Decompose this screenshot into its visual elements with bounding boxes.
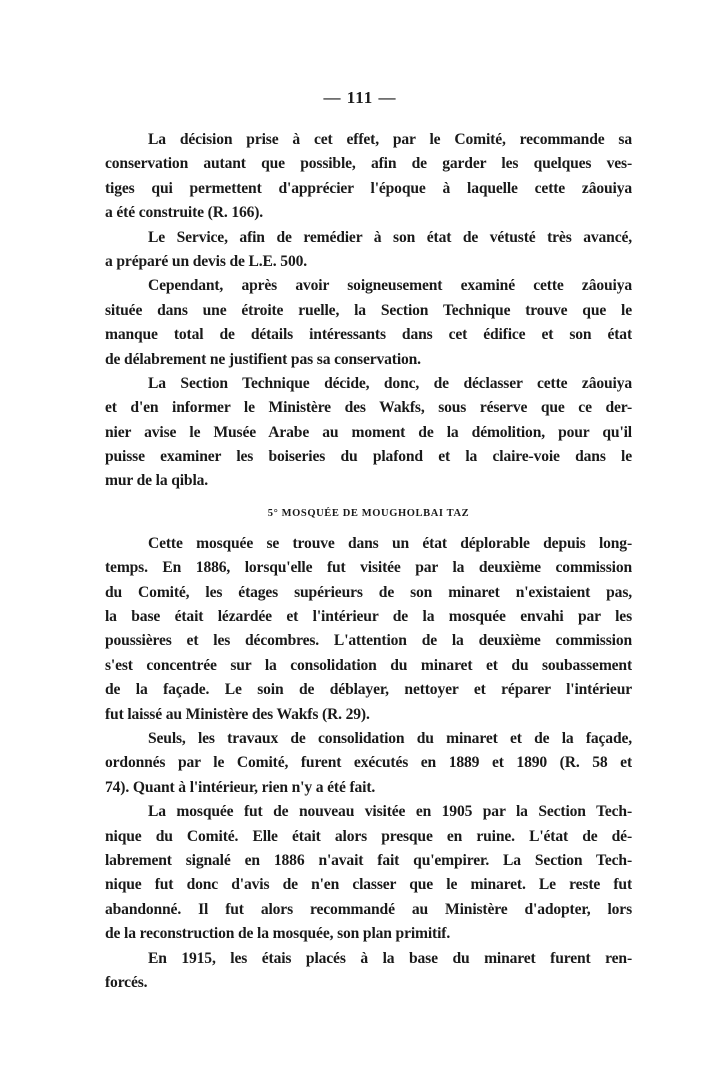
text-line: manque total de détails intéressants dans cet édifice et son état bbox=[105, 326, 632, 344]
text-line: fut laissé au Ministère des Wakfs (R. 29). bbox=[105, 705, 370, 723]
text-line: La mosquée fut de nouveau visitée en 1905 par la Section Tech- bbox=[148, 803, 632, 821]
paragraph bbox=[105, 800, 632, 946]
paragraph bbox=[105, 226, 632, 275]
text-line: En 1915, les étais placés à la base du minaret furent ren- bbox=[148, 949, 632, 967]
text-line: ordonnés par le Comité, furent exécutés en 1889 et 1890 (R. 58 et bbox=[105, 754, 632, 772]
text-line: a préparé un devis de L.E. 500. bbox=[105, 252, 307, 270]
text-line: du Comité, les étages supérieurs de son minaret n'existaient pas, bbox=[105, 583, 632, 601]
text-line: La Section Technique décide, donc, de déclasser cette zâouiya bbox=[148, 374, 632, 392]
text-line: forcés. bbox=[105, 973, 148, 991]
text-line: la base était lézardée et l'intérieur de la mosquée envahi par les bbox=[105, 608, 632, 626]
text-line: nique fut donc d'avis de n'en classer que le minaret. Le reste fut bbox=[105, 876, 632, 894]
section-heading: 5° MOSQUÉE DE MOUGHOLBAI TAZ bbox=[267, 507, 470, 519]
page-body bbox=[105, 128, 632, 995]
text-line: poussières et les décombres. L'attention de la deuxième commission bbox=[105, 632, 632, 650]
text-line: 74). Quant à l'intérieur, rien n'y a été fait. bbox=[105, 778, 376, 796]
text-line: puisse examiner les boiseries du plafond et la claire-voie dans le bbox=[105, 448, 632, 466]
text-line: tiges qui permettent d'apprécier l'époque à laquelle cette zâouiya bbox=[105, 179, 632, 197]
paragraph bbox=[105, 128, 632, 226]
text-line: et d'en informer le Ministère des Wakfs, sous réserve que ce der- bbox=[105, 399, 632, 417]
paragraph bbox=[105, 727, 632, 800]
text-line: mur de la qibla. bbox=[105, 472, 209, 490]
text-line: Cependant, après avoir soigneusement examiné cette zâouiya bbox=[148, 277, 632, 295]
paragraph bbox=[105, 372, 632, 494]
text-line: conservation autant que possible, afin de garder les quelques ves- bbox=[105, 155, 632, 173]
page-number: — 111 — bbox=[323, 88, 397, 107]
text-line: nique du Comité. Elle était alors presque en ruine. L'état de dé- bbox=[105, 827, 632, 845]
text-line: de la reconstruction de la mosquée, son plan primitif. bbox=[105, 925, 451, 943]
paragraph bbox=[105, 947, 632, 996]
text-line: La décision prise à cet effet, par le Comité, recommande sa bbox=[148, 131, 632, 148]
text-line: Cette mosquée se trouve dans un état déplorable depuis long- bbox=[148, 534, 632, 552]
text-line: a été construite (R. 166). bbox=[105, 204, 264, 222]
text-line: s'est concentrée sur la consolidation du minaret et du soubassement bbox=[105, 656, 632, 674]
text-line: de délabrement ne justifient pas sa conservation. bbox=[105, 350, 421, 368]
text-line: nier avise le Musée Arabe au moment de la démolition, pour qu'il bbox=[105, 423, 632, 441]
text-line: Seuls, les travaux de consolidation du minaret et de la façade, bbox=[148, 729, 632, 747]
text-line: abandonné. Il fut alors recommandé au Ministère d'adopter, lors bbox=[105, 900, 632, 918]
text-line: temps. En 1886, lorsqu'elle fut visitée par la deuxième commission bbox=[105, 559, 632, 577]
text-line: Le Service, afin de remédier à son état de vétusté très avancé, bbox=[148, 228, 632, 246]
text-line: située dans une étroite ruelle, la Section Technique trouve que le bbox=[105, 301, 632, 319]
text-line: de la façade. Le soin de déblayer, nettoyer et réparer l'intérieur bbox=[105, 681, 632, 699]
text-line: labrement signalé en 1886 n'avait fait qu'empirer. La Section Tech- bbox=[105, 851, 632, 869]
paragraph bbox=[105, 532, 632, 727]
paragraph bbox=[105, 274, 632, 372]
